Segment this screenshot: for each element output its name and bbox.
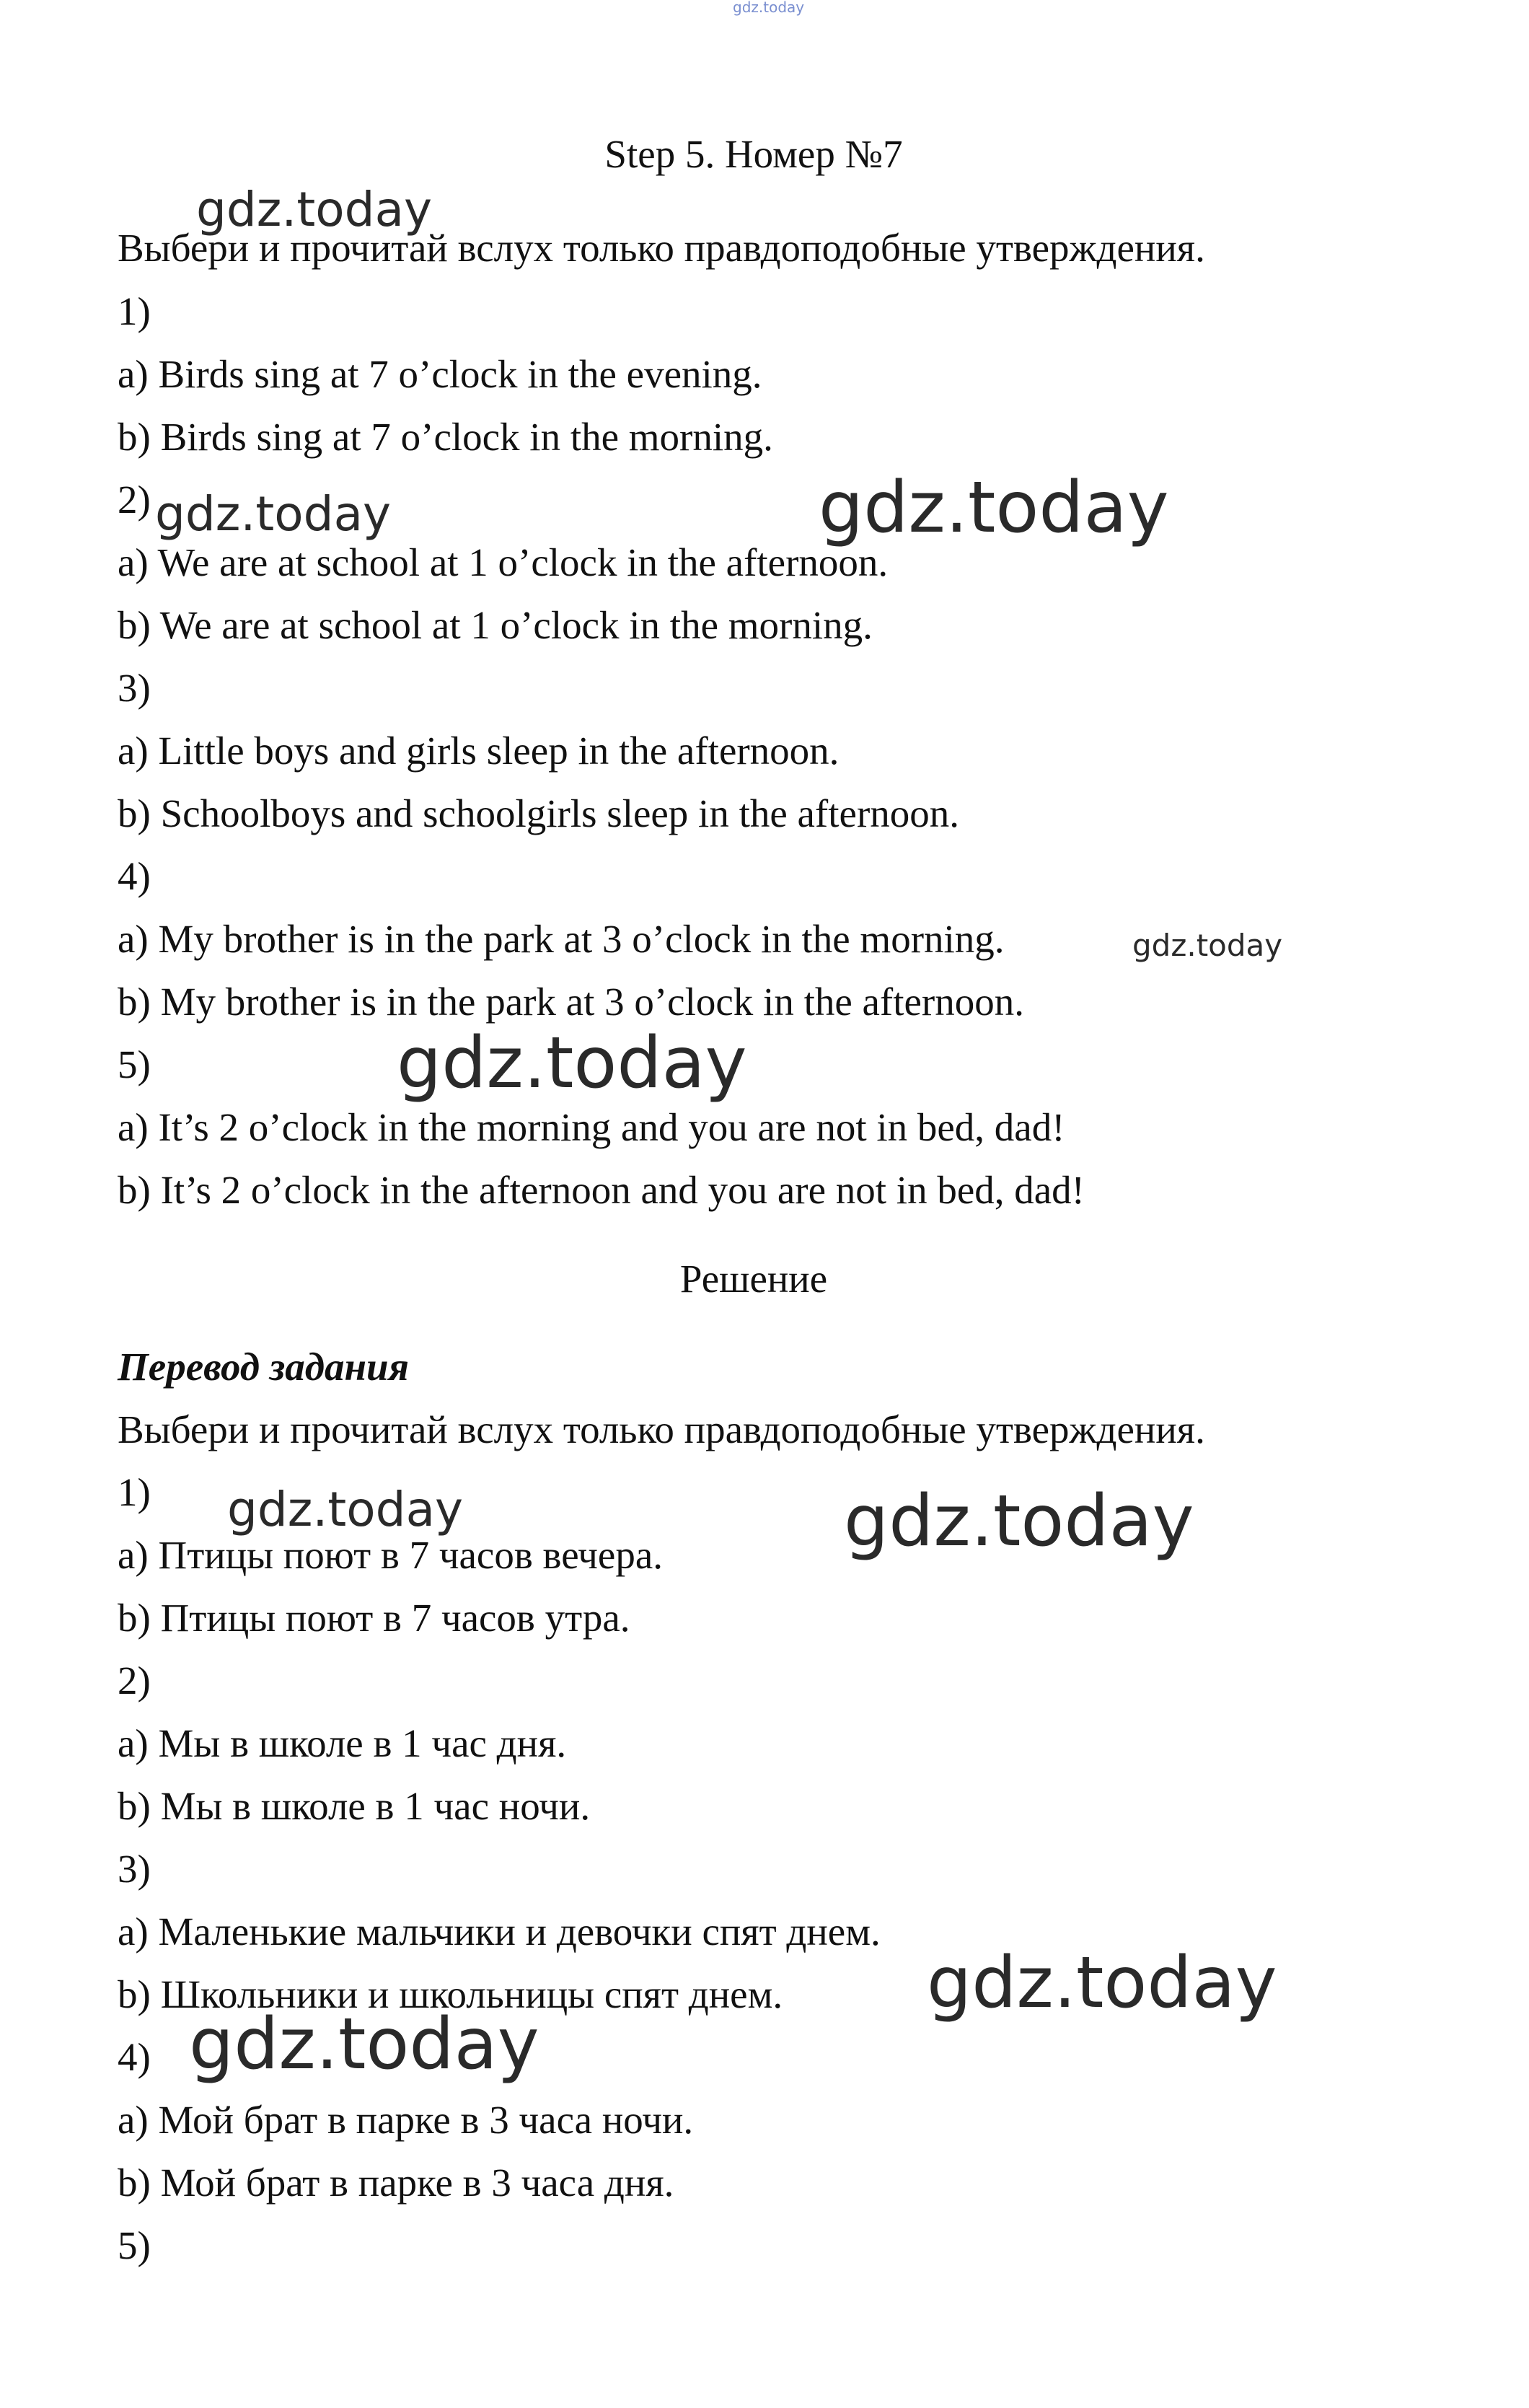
translation-option-b: b) Мы в школе в 1 час ночи. — [118, 1784, 591, 1828]
task-item-number: 5) — [118, 1042, 151, 1086]
translation-instruction: Выбери и прочитай вслух только правдоподобные утверждения. — [118, 1407, 1205, 1451]
task-item-number: 2) — [118, 478, 151, 522]
translation-option-a: a) Мой брат в парке в 3 часа ночи. — [118, 2098, 694, 2142]
translation-item-number: 3) — [118, 1847, 151, 1891]
translation-heading: Перевод задания — [118, 1345, 409, 1389]
translation-item-number: 5) — [118, 2223, 151, 2267]
task-option-a: a) It’s 2 o’clock in the morning and you are not in bed, dad! — [118, 1105, 1065, 1149]
page-title: Step 5. Номер №7 — [604, 132, 903, 176]
task-option-a: a) Birds sing at 7 o’clock in the evening. — [118, 352, 762, 396]
translation-option-b: b) Птицы поют в 7 часов утра. — [118, 1596, 630, 1640]
task-option-b: b) We are at school at 1 o’clock in the morning. — [118, 603, 873, 647]
task-option-b: b) Birds sing at 7 o’clock in the morning. — [118, 415, 773, 459]
task-option-a: a) We are at school at 1 o’clock in the afternoon. — [118, 540, 889, 584]
translation-option-b: b) Школьники и школьницы спят днем. — [118, 1972, 783, 2016]
watermark-top: gdz.today — [733, 0, 805, 16]
task-item-number: 3) — [118, 666, 151, 710]
watermark: gdz.today — [927, 1942, 1277, 2024]
task-option-a: a) Little boys and girls sleep in the afternoon. — [118, 729, 840, 773]
watermark: gdz.today — [1132, 928, 1283, 963]
task-option-b: b) It’s 2 o’clock in the afternoon and you are not in bed, dad! — [118, 1168, 1085, 1212]
watermark: gdz.today — [196, 182, 433, 237]
solution-heading: Решение — [679, 1257, 828, 1301]
watermark: gdz.today — [155, 486, 392, 542]
translation-option-b: b) Мой брат в парке в 3 часа дня. — [118, 2161, 674, 2205]
watermark: gdz.today — [819, 467, 1169, 549]
task-item-number: 1) — [118, 289, 151, 333]
translation-option-a: a) Птицы поют в 7 часов вечера. — [118, 1533, 663, 1577]
translation-option-a: a) Маленькие мальчики и девочки спят днем. — [118, 1910, 881, 1954]
watermark: gdz.today — [189, 2003, 539, 2086]
watermark: gdz.today — [227, 1482, 464, 1537]
task-item-number: 4) — [118, 854, 151, 898]
translation-item-number: 4) — [118, 2035, 151, 2079]
task-instruction: Выбери и прочитай вслух только правдоподобные утверждения. — [118, 226, 1205, 270]
watermark: gdz.today — [397, 1022, 747, 1104]
task-option-b: b) Schoolboys and schoolgirls sleep in the afternoon. — [118, 791, 960, 835]
task-option-a: a) My brother is in the park at 3 o’clock in the morning. — [118, 917, 1005, 961]
translation-option-a: a) Мы в школе в 1 час дня. — [118, 1721, 567, 1765]
translation-item-number: 2) — [118, 1658, 151, 1702]
watermark: gdz.today — [844, 1480, 1194, 1563]
task-option-b: b) My brother is in the park at 3 o’clock in the afternoon. — [118, 980, 1024, 1024]
translation-item-number: 1) — [118, 1470, 151, 1514]
